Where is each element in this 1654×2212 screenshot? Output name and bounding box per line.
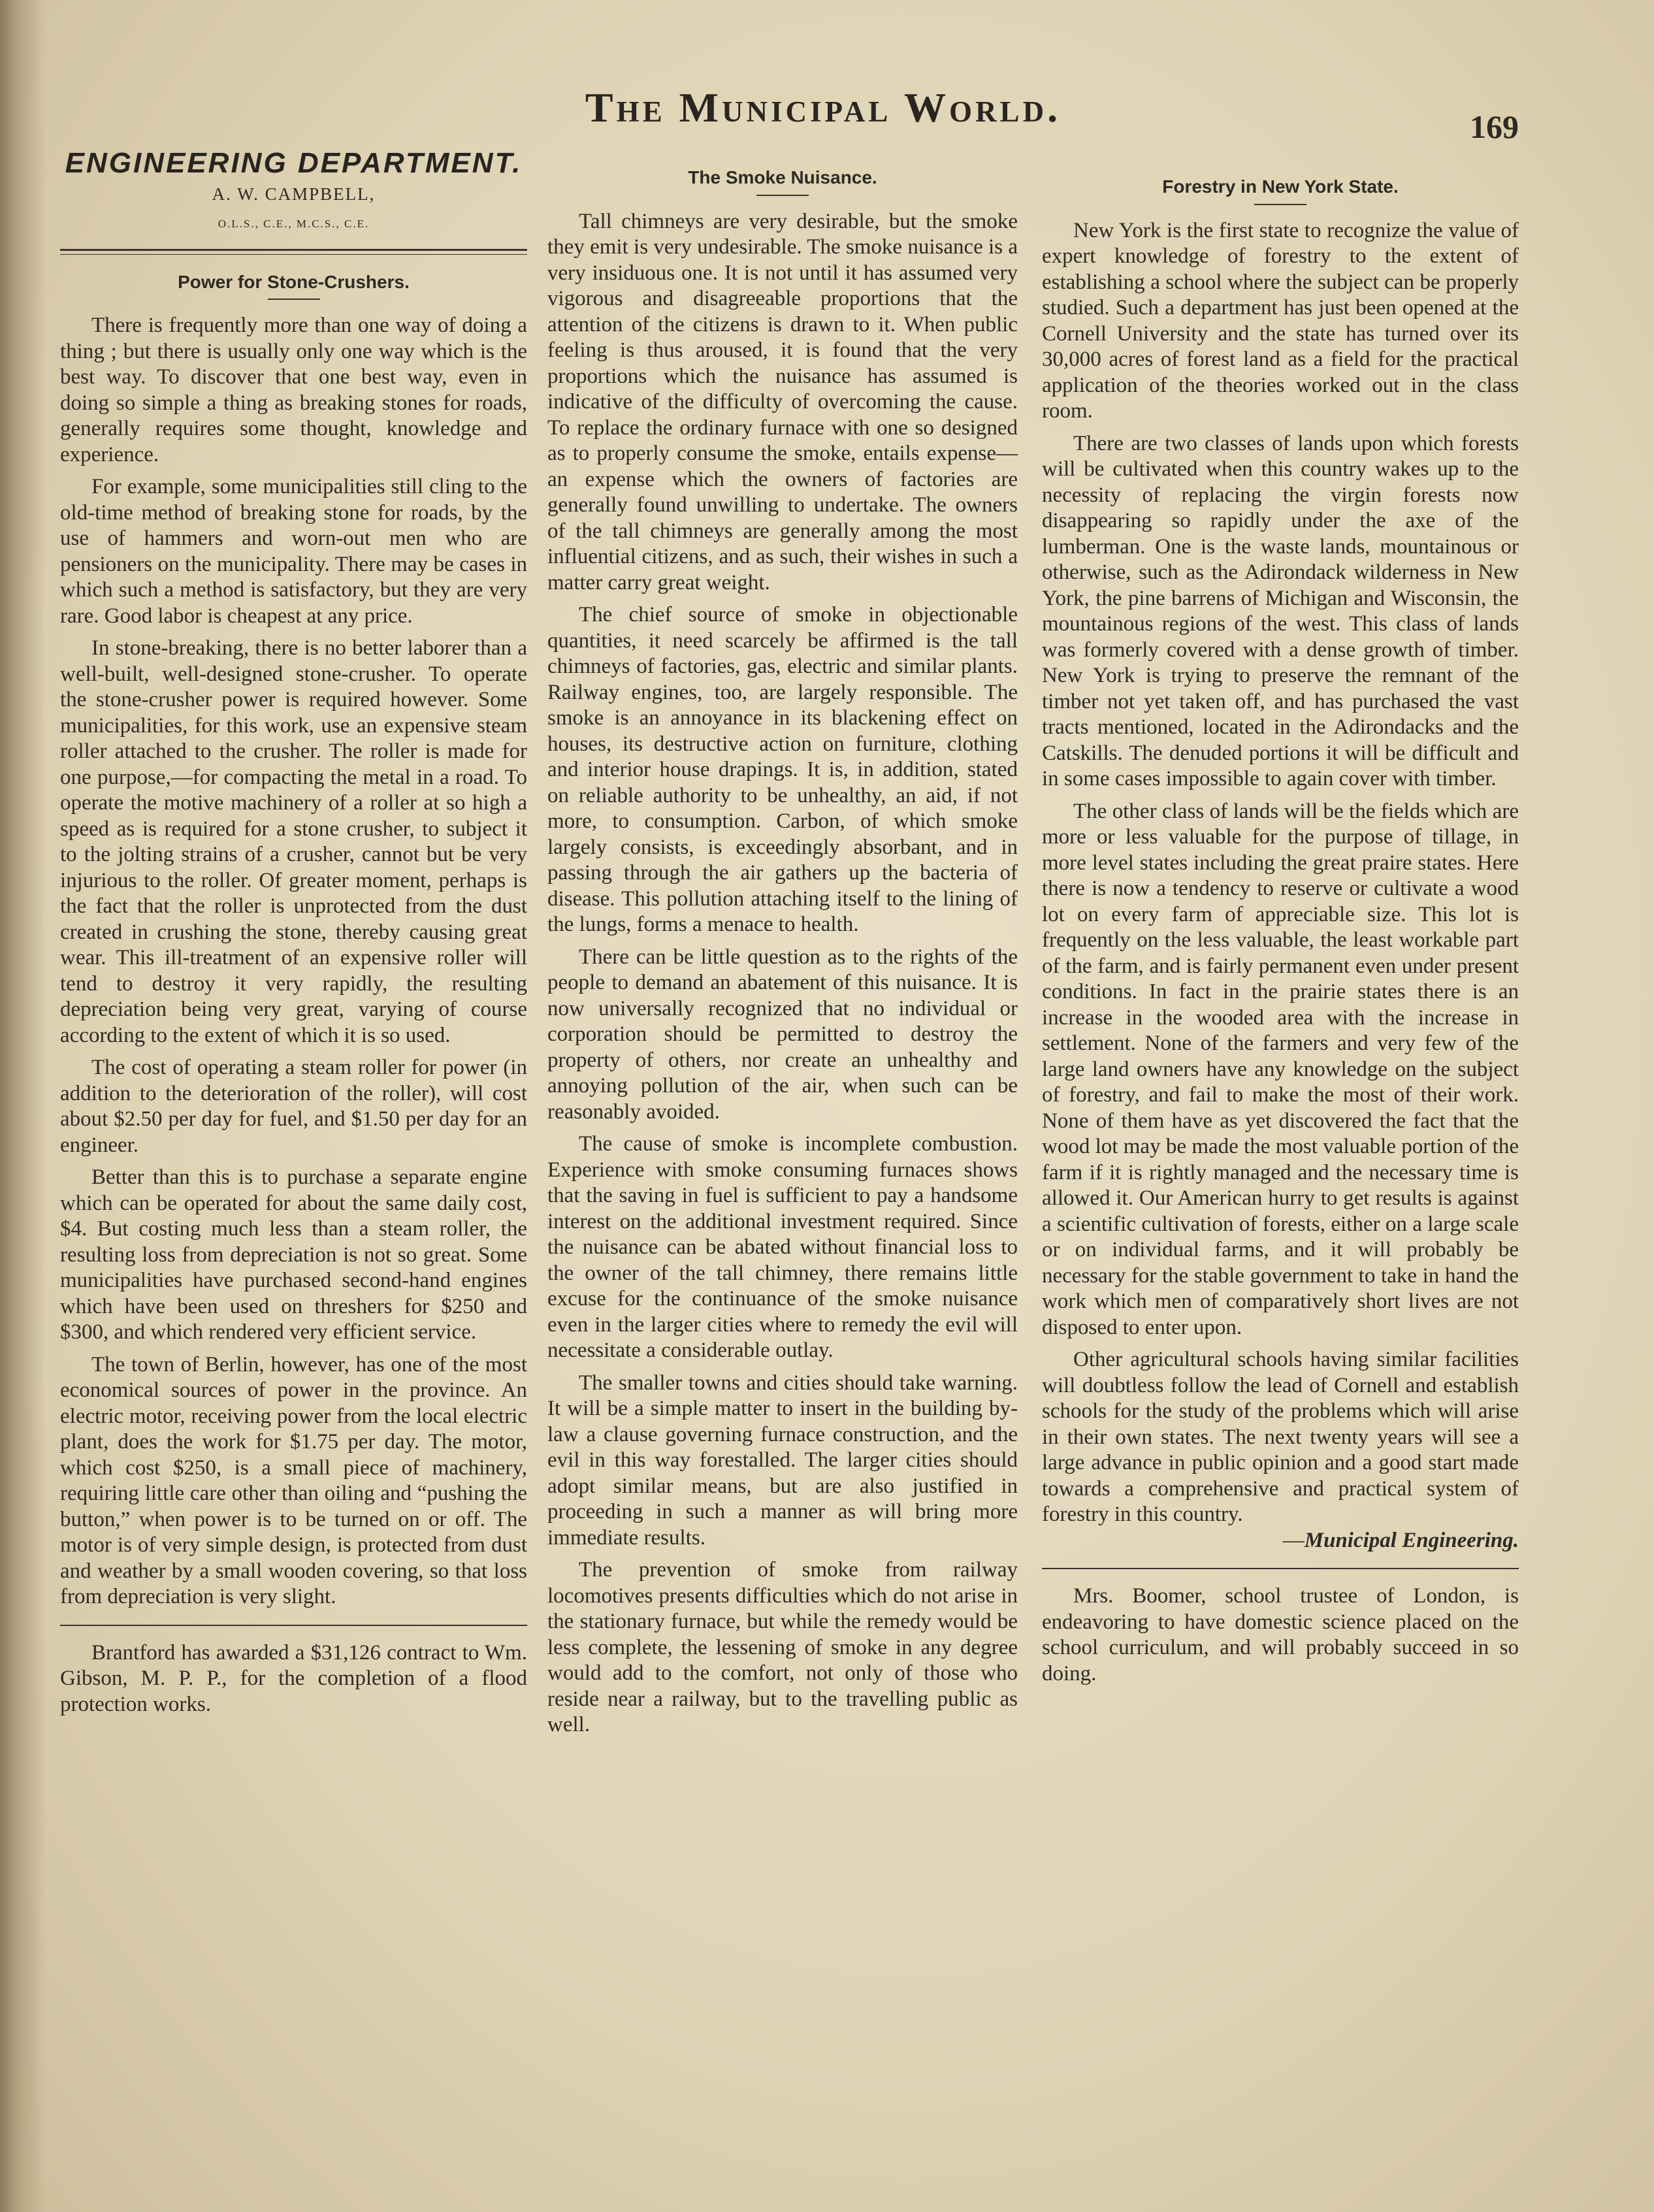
attribution-source: Municipal Engineering. [1304, 1528, 1519, 1552]
article-heading-stone-crushers: Power for Stone-Crushers. [178, 271, 410, 292]
masthead: The Municipal World. [585, 84, 1062, 131]
column-forestry [1042, 150, 1519, 1693]
column-smoke-nuisance [547, 150, 1018, 1745]
paragraph: Other agricultural schools having similar facilities will doubtless follow the lead of Cornell and establish schools for the study of the problems which will arise in their own states. The next twenty years will see a large advance in public opinion and a good start made towards a comprehensive and practical system of forestry in this country. [1042, 1348, 1519, 1526]
binding-gutter [0, 0, 46, 2212]
author-name: A. W. CAMPBELL, [212, 184, 376, 204]
paragraph: The chief source of smoke in objectionable quantities, it need scarcely be affirmed is the tall chimneys of factories, gas, electric and similar plants. Railway engines, too, are largely responsible. The smoke is an annoyance in its blackening effect on houses, its destructive action on furniture, clothing and interior house drapings. It is, in addition, stated on reliable authority to be unhealthy, an aid, if not more, to consumption. Carbon, of which smoke largely consists, is exceedingly absorbant, and in passing through the air gathers up the bacteria of disease. This pollution attaching itself to the lining of the lungs, forms a menace to health. [547, 603, 1018, 936]
paragraph: Better than this is to purchase a separate engine which can be operated for about the same daily cost, $4. But costing much less than a steam roller, the resulting loss from depreciation is not so great. Some municipalities have purchased second-hand engines which have been used on threshers for $250 and $300, and which rendered very efficient service. [60, 1165, 527, 1344]
section-rule [1042, 1568, 1519, 1569]
paragraph: For example, some municipalities still cling to the old-time method of breaking stone for roads, by the use of hammers and worn-out men who are pensioners on the municipality. There may be cases in which such a method is satisfactory, but they are very rare. Good labor is cheapest at any price. [60, 475, 527, 628]
heading-rule [1254, 204, 1306, 205]
author-credentials: O.L.S., C.E., M.C.S., C.E. [218, 218, 370, 230]
page-number: 169 [1470, 108, 1519, 145]
paragraph: The town of Berlin, however, has one of the most economical sources of power in the province. An electric motor, receiving power from the local electric plant, does the work for $1.75 per day. The motor, which cost $250, is a small piece of machinery, requiring little care other than oiling and “pushing the button,” when power is to be turned on or off. The motor is of very simple design, is protected from dust and weather by a small wooden covering, so that loss from depreciation is very slight. [60, 1352, 527, 1608]
department-title: ENGINEERING DEPARTMENT. [65, 147, 523, 179]
paragraph: Tall chimneys are very desirable, but the smoke they emit is very undesirable. The smoke nuisance is a very insiduous one. It is not until it has assumed very vigorous and disagreeable proportions that the attention of the citizens is drawn to it. When public feeling is thus aroused, it is found that the very proportions which the nuisance has assumed is indicative of the difficulty of overcoming the cause. To replace the ordinary furnace with one so designed as to properly consume the smoke, entails expense—an expense which the owners of factories are generally found unwilling to undertake. The owners of the tall chimneys are generally among the most influential citizens, and as such, their wishes in such a matter carry great weight. [547, 209, 1018, 594]
paragraph: There can be little question as to the rights of the people to demand an abatement of this nuisance. It is now universally recognized that no individual or corporation should be permitted to destroy the property of others, nor create an unhealthy and annoying pollution of the air, when such can be reasonably avoided. [547, 945, 1018, 1124]
paragraph: The smaller towns and cities should take warning. It will be a simple matter to insert in the building by-law a clause governing furnace construction, and the evil in this way forestalled. The larger cities should adopt similar means, but are also justified in proceeding in such a manner as will bring more immediate results. [547, 1371, 1018, 1550]
section-rule [60, 1625, 527, 1626]
double-rule [60, 249, 527, 255]
paragraph: There are two classes of lands upon which forests will be cultivated when this country wakes up to the necessity of replacing the virgin forests now disappearing so rapidly under the axe of the lumberman. One is the waste lands, mountainous or otherwise, such as the Adirondack wilderness in New York, the pine barrens of Michigan and Wisconsin, the mountainous regions of the west. This class of lands was formerly covered with a dense growth of timber. New York is trying to preserve the remnant of the timber not yet taken off, and has purchased the vast tracts mentioned, located in the Adirondacks and the Catskills. The denuded portions it will be difficult and in some cases impossible to again cover with timber. [1042, 431, 1519, 790]
news-note-brantford: Brantford has awarded a $31,126 contract to Wm. Gibson, M. P. P., for the completion of a flood protection works. [60, 1640, 527, 1716]
paragraph: New York is the first state to recognize the value of expert knowledge of forestry to the extent of establishing a school where the subject can be properly studied. Such a department has just been opened at the Cornell University and the state has turned over its 30,000 acres of forest land as a field for the practical application of the theories worked out in the class room. [1042, 218, 1519, 423]
article-heading-forestry: Forestry in New York State. [1162, 176, 1399, 197]
paragraph: The other class of lands will be the fields which are more or less valuable for the purpose of tillage, in more level states including the great praire states. Here there is now a tendency to reserve or cultivate a wood lot on every farm of appreciable size. This lot is frequently on the less valuable, the least workable part of the farm, and is fairly permanent even under present conditions. In fact in the prairie states there is an increase in the wooded area with the increase in settlement. None of the farmers and very few of the large land owners have any knowledge on the subject of forestry, and fail to make the most of their work. None of them have as yet discovered the fact that the wood lot may be made the most valuable portion of the farm if it is rightly managed and the necessary time is allowed it. Our American hurry to get results is against a scientific cultivation of forests, either on a large scale or on individual farms, and it will probably be necessary for the stable government to take in hand the work which men of comparatively short lives are not disposed to enter upon. [1042, 799, 1519, 1339]
heading-rule [268, 299, 320, 300]
attribution-dash: — [1282, 1528, 1305, 1552]
paragraph: There is frequently more than one way of doing a thing ; but there is usually only one way which is the best way. To discover that one best way, even in doing so simple a thing as breaking stones for roads, generally requires some thought, knowledge and experience. [60, 314, 527, 466]
column-engineering [60, 147, 527, 1724]
paragraph: The prevention of smoke from railway locomotives presents difficulties which do not arise in the stationary furnace, but while the remedy would be less complete, the lessening of smoke in any degree would add to the comfort, not only of those who reside near a railway, but to the travelling public as well. [547, 1558, 1018, 1736]
paragraph: In stone-breaking, there is no better laborer than a well-built, well-designed stone-crusher. To operate the stone-crusher power is required however. Some municipalities, for this work, use an expensive steam roller attached to the crusher. The roller is made for one purpose,—for compacting the metal in a road. To operate the motive machinery of a roller at so high a speed as is required for a stone crusher, to subject it to the jolting strains of a crusher, cannot but be very injurious to the roller. Of greater moment, perhaps is the fact that the roller is unprotected from the dust created in crushing the stone, thereby causing great wear. This ill-treatment of an expensive roller will tend to destroy it very rapidly, the resulting depreciation being very great, varying of course according to the extent of which it is so used. [60, 636, 527, 1047]
heading-rule [756, 195, 809, 196]
news-note-boomer: Mrs. Boomer, school trustee of London, is endeavoring to have domestic science placed on the school curriculum, and will probably succeed in so doing. [1042, 1584, 1519, 1685]
attribution [1042, 1528, 1519, 1554]
paragraph: The cost of operating a steam roller for power (in addition to the deterioration of the roller), will cost about $2.50 per day for fuel, and $1.50 per day for an engineer. [60, 1056, 527, 1157]
paragraph: The cause of smoke is incomplete combustion. Experience with smoke consuming furnaces shows that the saving in fuel is sufficient to pay a handsome interest on the additional investment required. Since the nuisance can be abated without financial loss to the owner of the tall chimney, there remains little excuse for the continuance of the smoke nuisance even in the larger cities where to remedy the evil will necessitate a considerable outlay. [547, 1132, 1018, 1362]
article-heading-smoke: The Smoke Nuisance. [688, 167, 877, 187]
